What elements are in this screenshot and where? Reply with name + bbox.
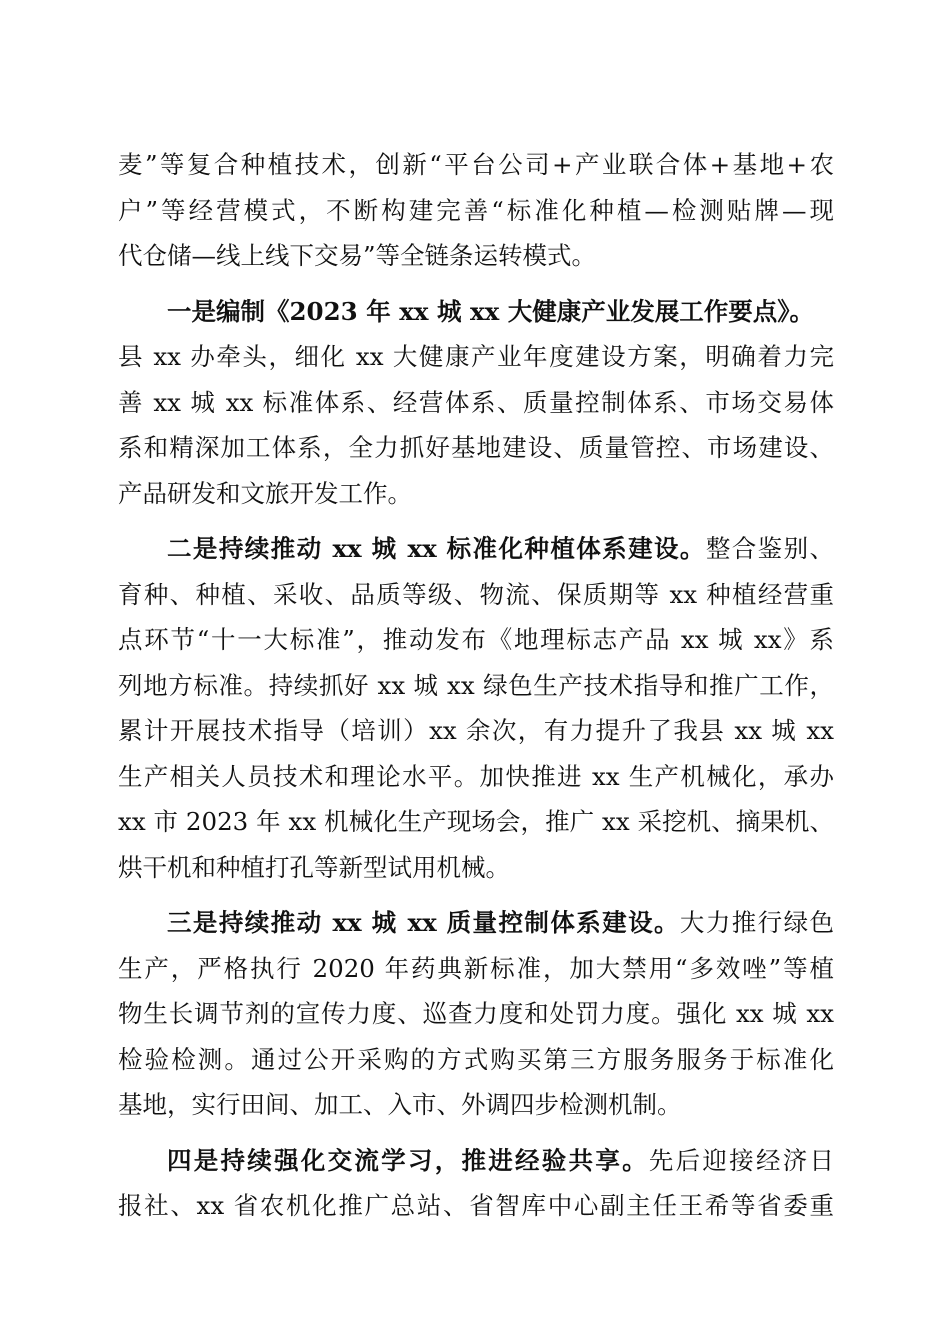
- text-line: 善 xx 城 xx 标准体系、经营体系、质量控制体系、市场交易体: [118, 387, 834, 417]
- paragraph-lead-tail: 大力推行绿色: [679, 908, 834, 937]
- paragraph-heading: 三是持续推动 xx 城 xx 质量控制体系建设。: [167, 908, 680, 937]
- text-line: 生产，严格执行 2020 年药典新标准，加大禁用“多效唑”等植: [118, 953, 834, 983]
- text-line: 物生长调节剂的宣传力度、巡查力度和处罚力度。强化 xx 城 xx: [118, 999, 834, 1028]
- text-line: 检验检测。通过公开采购的方式购买第三方服务服务于标准化: [118, 1044, 834, 1074]
- paragraph-continuation: [118, 142, 834, 279]
- text-line: xx 市 2023 年 xx 机械化生产现场会，推广 xx 采挖机、摘果机、: [118, 807, 834, 836]
- text-line: 列地方标准。持续抓好 xx 城 xx 绿色生产技术指导和推广工作，: [118, 670, 834, 700]
- text-line: 县 xx 办牵头，细化 xx 大健康产业年度建设方案，明确着力完: [118, 342, 834, 371]
- text-line: 累计开展技术指导（培训）xx 余次，有力提升了我县 xx 城 xx: [118, 716, 834, 745]
- paragraph-item-4: [118, 1138, 834, 1229]
- paragraph-heading: 二是持续推动 xx 城 xx 标准化种植体系建设。: [167, 534, 706, 563]
- paragraph-heading: 四是持续强化交流学习，推进经验共享。: [167, 1145, 649, 1175]
- paragraph-lead-tail: 先后迎接经济日: [648, 1145, 834, 1175]
- paragraph-item-3: [118, 900, 834, 1128]
- text-line: 基地，实行田间、加工、入市、外调四步检测机制。: [118, 1090, 682, 1119]
- paragraph-lead-line: [118, 1138, 834, 1184]
- text-line: 系和精深加工体系，全力抓好基地建设、质量管控、市场建设、: [118, 433, 834, 462]
- paragraph-heading: 一是编制《2023 年 xx 城 xx 大健康产业发展工作要点》。: [167, 296, 815, 326]
- document-body: [118, 142, 834, 1229]
- paragraph-lead-line: [118, 526, 834, 572]
- text-line: 代仓储—线上线下交易”等全链条运转模式。: [118, 241, 597, 270]
- paragraph-lead-tail: 整合鉴别、: [705, 534, 835, 563]
- text-line: 点环节“十一大标准”，推动发布《地理标志产品 xx 城 xx》系: [118, 625, 834, 654]
- text-line: 户”等经营模式，不断构建完善“标准化种植—检测贴牌—现: [118, 195, 834, 225]
- paragraph-item-2: [118, 526, 834, 890]
- text-line: 报社、xx 省农机化推广总站、省智库中心副主任王希等省委重: [118, 1191, 834, 1220]
- text-line: 烘干机和种植打孔等新型试用机械。: [118, 852, 510, 882]
- text-line: 育种、种植、采收、品质等级、物流、保质期等 xx 种植经营重: [118, 579, 834, 609]
- paragraph-item-1: [118, 289, 834, 517]
- text-line: 生产相关人员技术和理论水平。加快推进 xx 生产机械化，承办: [118, 761, 834, 791]
- paragraph-lead-line: [118, 900, 834, 946]
- text-line: 麦”等复合种植技术，创新“平台公司+产业联合体+基地+农: [118, 150, 834, 179]
- text-line: 产品研发和文旅开发工作。: [118, 478, 412, 508]
- paragraph-lead-line: [118, 289, 834, 335]
